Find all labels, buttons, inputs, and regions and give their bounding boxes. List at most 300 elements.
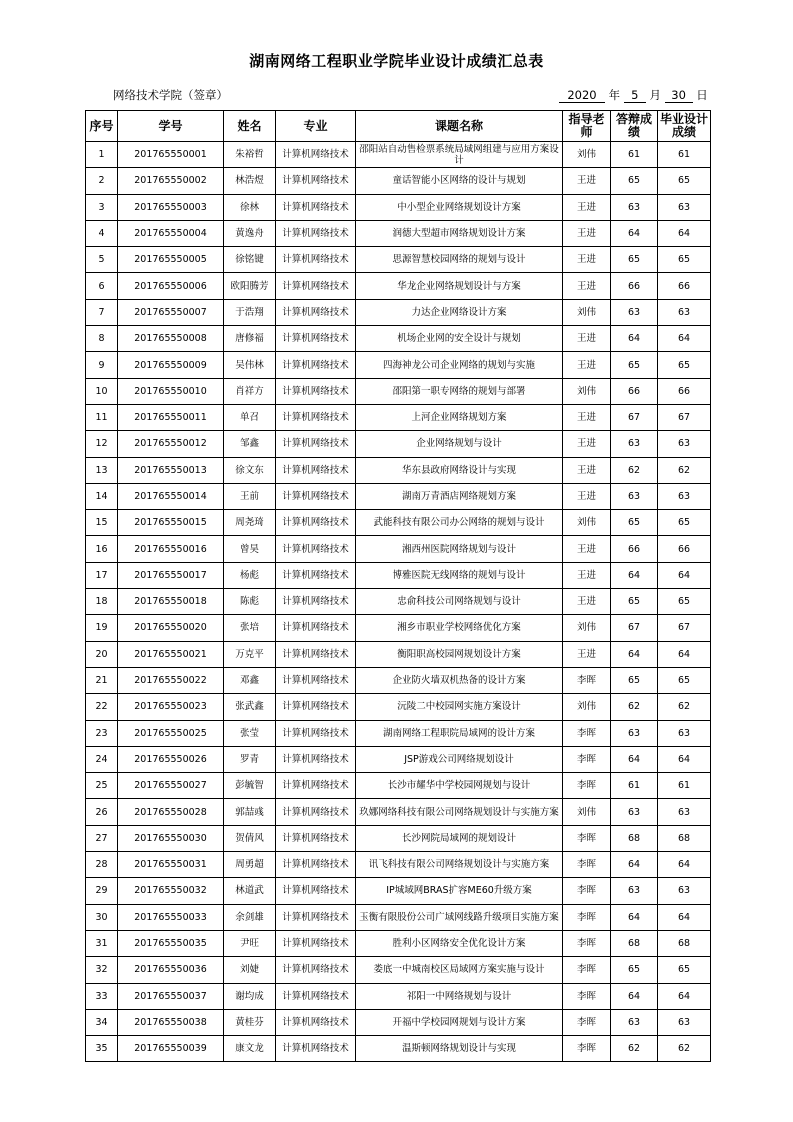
cell-project-title: 湘西州医院网络规划与设计 (356, 536, 563, 562)
table-row (86, 878, 711, 904)
cell-defense-score: 63 (611, 299, 658, 325)
cell-index: 2 (86, 168, 118, 194)
table-row (86, 957, 711, 983)
cell-defense-score: 63 (611, 1009, 658, 1035)
cell-project-title: 祁阳一中网络规划与设计 (356, 983, 563, 1009)
cell-defense-score: 68 (611, 825, 658, 851)
cell-final-score: 64 (658, 852, 711, 878)
cell-index: 27 (86, 825, 118, 851)
cell-advisor: 刘伟 (563, 142, 611, 168)
cell-project-title: 华龙企业网络规划设计与方案 (356, 273, 563, 299)
table-row (86, 825, 711, 851)
header-name: 姓名 (224, 111, 276, 142)
cell-student-id: 201765550009 (118, 352, 224, 378)
cell-project-title: 开福中学校园网规划与设计方案 (356, 1009, 563, 1035)
cell-final-score: 63 (658, 194, 711, 220)
cell-student-id: 201765550011 (118, 404, 224, 430)
cell-advisor: 王进 (563, 589, 611, 615)
cell-final-score: 63 (658, 483, 711, 509)
cell-advisor: 王进 (563, 483, 611, 509)
cell-index: 19 (86, 615, 118, 641)
table-row (86, 773, 711, 799)
cell-name: 徐文东 (224, 457, 276, 483)
cell-project-title: 博雅医院无线网络的规划与设计 (356, 562, 563, 588)
cell-advisor: 李晖 (563, 720, 611, 746)
cell-major: 计算机网络技术 (276, 852, 356, 878)
cell-major: 计算机网络技术 (276, 825, 356, 851)
table-row (86, 720, 711, 746)
cell-name: 曾昊 (224, 536, 276, 562)
cell-advisor: 刘伟 (563, 510, 611, 536)
cell-student-id: 201765550013 (118, 457, 224, 483)
cell-major: 计算机网络技术 (276, 404, 356, 430)
cell-advisor: 王进 (563, 220, 611, 246)
cell-student-id: 201765550035 (118, 930, 224, 956)
cell-index: 7 (86, 299, 118, 325)
cell-project-title: 讯飞科技有限公司网络规划设计与实施方案 (356, 852, 563, 878)
cell-name: 唐修福 (224, 326, 276, 352)
cell-project-title: 童话智能小区网络的设计与规划 (356, 168, 563, 194)
cell-final-score: 64 (658, 220, 711, 246)
cell-final-score: 65 (658, 247, 711, 273)
cell-final-score: 67 (658, 615, 711, 641)
cell-name: 郭喆彧 (224, 799, 276, 825)
header-advisor: 指导老师 (563, 111, 611, 142)
cell-student-id: 201765550026 (118, 746, 224, 772)
cell-final-score: 67 (658, 404, 711, 430)
cell-major: 计算机网络技术 (276, 142, 356, 168)
cell-defense-score: 65 (611, 589, 658, 615)
report-date (559, 87, 708, 103)
cell-student-id: 201765550037 (118, 983, 224, 1009)
cell-advisor: 王进 (563, 404, 611, 430)
table-row (86, 457, 711, 483)
cell-index: 21 (86, 667, 118, 693)
cell-major: 计算机网络技术 (276, 720, 356, 746)
cell-defense-score: 63 (611, 720, 658, 746)
cell-defense-score: 63 (611, 194, 658, 220)
cell-advisor: 李晖 (563, 957, 611, 983)
grades-table (85, 110, 711, 1062)
cell-major: 计算机网络技术 (276, 615, 356, 641)
cell-advisor: 李晖 (563, 852, 611, 878)
cell-major: 计算机网络技术 (276, 483, 356, 509)
cell-project-title: 湘乡市职业学校网络优化方案 (356, 615, 563, 641)
cell-project-title: 中小型企业网络规划设计方案 (356, 194, 563, 220)
table-row (86, 930, 711, 956)
cell-final-score: 64 (658, 641, 711, 667)
cell-major: 计算机网络技术 (276, 773, 356, 799)
table-row (86, 378, 711, 404)
cell-advisor: 刘伟 (563, 694, 611, 720)
table-row (86, 168, 711, 194)
table-row (86, 983, 711, 1009)
cell-major: 计算机网络技术 (276, 326, 356, 352)
cell-major: 计算机网络技术 (276, 957, 356, 983)
cell-final-score: 64 (658, 562, 711, 588)
cell-major: 计算机网络技术 (276, 930, 356, 956)
cell-student-id: 201765550018 (118, 589, 224, 615)
cell-advisor: 李晖 (563, 1036, 611, 1062)
cell-major: 计算机网络技术 (276, 983, 356, 1009)
cell-final-score: 64 (658, 746, 711, 772)
cell-defense-score: 66 (611, 378, 658, 404)
date-day-label: 日 (696, 88, 708, 102)
cell-index: 12 (86, 431, 118, 457)
cell-name: 罗青 (224, 746, 276, 772)
cell-defense-score: 65 (611, 247, 658, 273)
cell-final-score: 68 (658, 825, 711, 851)
table-row (86, 247, 711, 273)
cell-student-id: 201765550031 (118, 852, 224, 878)
cell-index: 5 (86, 247, 118, 273)
cell-student-id: 201765550032 (118, 878, 224, 904)
cell-defense-score: 63 (611, 878, 658, 904)
cell-final-score: 62 (658, 457, 711, 483)
cell-advisor: 刘伟 (563, 615, 611, 641)
cell-defense-score: 64 (611, 326, 658, 352)
header-project-title: 课题名称 (356, 111, 563, 142)
cell-major: 计算机网络技术 (276, 589, 356, 615)
cell-final-score: 62 (658, 1036, 711, 1062)
cell-project-title: 华东县政府网络设计与实现 (356, 457, 563, 483)
cell-name: 邓鑫 (224, 667, 276, 693)
header-major: 专业 (276, 111, 356, 142)
cell-name: 徐铭键 (224, 247, 276, 273)
cell-advisor: 王进 (563, 326, 611, 352)
cell-index: 15 (86, 510, 118, 536)
cell-student-id: 201765550010 (118, 378, 224, 404)
cell-advisor: 王进 (563, 247, 611, 273)
cell-advisor: 李晖 (563, 773, 611, 799)
cell-major: 计算机网络技术 (276, 168, 356, 194)
cell-final-score: 65 (658, 352, 711, 378)
cell-index: 6 (86, 273, 118, 299)
cell-index: 22 (86, 694, 118, 720)
cell-final-score: 62 (658, 694, 711, 720)
cell-defense-score: 68 (611, 930, 658, 956)
cell-major: 计算机网络技术 (276, 1036, 356, 1062)
cell-defense-score: 65 (611, 168, 658, 194)
cell-index: 14 (86, 483, 118, 509)
cell-index: 33 (86, 983, 118, 1009)
cell-student-id: 201765550038 (118, 1009, 224, 1035)
date-year: 2020 (559, 88, 605, 103)
cell-advisor: 李晖 (563, 1009, 611, 1035)
cell-project-title: 思源智慧校园网络的规划与设计 (356, 247, 563, 273)
cell-final-score: 63 (658, 799, 711, 825)
date-year-label: 年 (608, 88, 621, 102)
header-index: 序号 (86, 111, 118, 142)
page-title: 湖南网络工程职业学院毕业设计成绩汇总表 (249, 52, 544, 70)
cell-project-title: 湖南网络工程职院局域网的设计方案 (356, 720, 563, 746)
cell-defense-score: 66 (611, 273, 658, 299)
cell-index: 31 (86, 930, 118, 956)
cell-student-id: 201765550017 (118, 562, 224, 588)
cell-advisor: 李晖 (563, 746, 611, 772)
cell-student-id: 201765550016 (118, 536, 224, 562)
cell-major: 计算机网络技术 (276, 746, 356, 772)
cell-student-id: 201765550020 (118, 615, 224, 641)
cell-index: 34 (86, 1009, 118, 1035)
table-row (86, 273, 711, 299)
cell-name: 杨彪 (224, 562, 276, 588)
cell-name: 张武鑫 (224, 694, 276, 720)
cell-project-title: 温斯顿网络规划设计与实现 (356, 1036, 563, 1062)
cell-defense-score: 67 (611, 404, 658, 430)
table-row (86, 746, 711, 772)
cell-advisor: 刘伟 (563, 799, 611, 825)
cell-major: 计算机网络技术 (276, 378, 356, 404)
table-row (86, 852, 711, 878)
cell-major: 计算机网络技术 (276, 904, 356, 930)
table-row (86, 904, 711, 930)
date-month-label: 月 (649, 88, 661, 102)
cell-project-title: 玖娜网络科技有限公司网络规划设计与实施方案 (356, 799, 563, 825)
cell-student-id: 201765550014 (118, 483, 224, 509)
cell-advisor: 刘伟 (563, 299, 611, 325)
cell-final-score: 68 (658, 930, 711, 956)
cell-student-id: 201765550039 (118, 1036, 224, 1062)
cell-advisor: 李晖 (563, 983, 611, 1009)
table-row (86, 483, 711, 509)
cell-defense-score: 64 (611, 220, 658, 246)
cell-defense-score: 64 (611, 983, 658, 1009)
cell-name: 张莹 (224, 720, 276, 746)
cell-student-id: 201765550005 (118, 247, 224, 273)
cell-major: 计算机网络技术 (276, 641, 356, 667)
cell-name: 于浩翔 (224, 299, 276, 325)
cell-major: 计算机网络技术 (276, 352, 356, 378)
cell-project-title: 武能科技有限公司办公网络的规划与设计 (356, 510, 563, 536)
cell-final-score: 61 (658, 142, 711, 168)
table-body (86, 142, 711, 1062)
cell-final-score: 63 (658, 299, 711, 325)
cell-index: 30 (86, 904, 118, 930)
cell-defense-score: 63 (611, 431, 658, 457)
cell-name: 余剑雄 (224, 904, 276, 930)
cell-defense-score: 63 (611, 483, 658, 509)
table-row (86, 1036, 711, 1062)
cell-major: 计算机网络技术 (276, 562, 356, 588)
table-row (86, 220, 711, 246)
table-row (86, 431, 711, 457)
cell-name: 王前 (224, 483, 276, 509)
cell-project-title: 胜利小区网络安全优化设计方案 (356, 930, 563, 956)
header-defense-score: 答辩成绩 (611, 111, 658, 142)
table-row (86, 299, 711, 325)
cell-index: 25 (86, 773, 118, 799)
cell-name: 康文龙 (224, 1036, 276, 1062)
cell-index: 10 (86, 378, 118, 404)
cell-name: 周尧琦 (224, 510, 276, 536)
cell-student-id: 201765550001 (118, 142, 224, 168)
table-row (86, 326, 711, 352)
cell-final-score: 63 (658, 720, 711, 746)
cell-major: 计算机网络技术 (276, 878, 356, 904)
cell-index: 32 (86, 957, 118, 983)
cell-major: 计算机网络技术 (276, 431, 356, 457)
cell-index: 1 (86, 142, 118, 168)
cell-project-title: 邵阳站自动售检票系统局域网组建与应用方案设计 (356, 142, 563, 168)
cell-major: 计算机网络技术 (276, 667, 356, 693)
cell-name: 黄逸舟 (224, 220, 276, 246)
cell-final-score: 66 (658, 273, 711, 299)
cell-student-id: 201765550003 (118, 194, 224, 220)
cell-major: 计算机网络技术 (276, 799, 356, 825)
cell-defense-score: 62 (611, 457, 658, 483)
cell-final-score: 66 (658, 536, 711, 562)
table-row (86, 404, 711, 430)
cell-name: 朱裕哲 (224, 142, 276, 168)
cell-student-id: 201765550008 (118, 326, 224, 352)
cell-final-score: 64 (658, 326, 711, 352)
cell-defense-score: 65 (611, 510, 658, 536)
table-row (86, 694, 711, 720)
cell-student-id: 201765550006 (118, 273, 224, 299)
cell-project-title: 沅陵二中校园网实施方案设计 (356, 694, 563, 720)
cell-advisor: 李晖 (563, 878, 611, 904)
cell-index: 11 (86, 404, 118, 430)
cell-defense-score: 65 (611, 957, 658, 983)
cell-project-title: 上河企业网络规划方案 (356, 404, 563, 430)
cell-project-title: 娄底一中城南校区局域网方案实施与设计 (356, 957, 563, 983)
cell-name: 周勇超 (224, 852, 276, 878)
cell-student-id: 201765550023 (118, 694, 224, 720)
cell-name: 尹旺 (224, 930, 276, 956)
cell-name: 刘婕 (224, 957, 276, 983)
cell-name: 黄桂芬 (224, 1009, 276, 1035)
table-row (86, 1009, 711, 1035)
cell-student-id: 201765550004 (118, 220, 224, 246)
cell-advisor: 李晖 (563, 667, 611, 693)
cell-advisor: 王进 (563, 641, 611, 667)
cell-final-score: 63 (658, 1009, 711, 1035)
cell-index: 17 (86, 562, 118, 588)
college-signature-label: 网络技术学院（签章） (113, 88, 228, 102)
cell-name: 林道武 (224, 878, 276, 904)
cell-advisor: 王进 (563, 562, 611, 588)
cell-defense-score: 64 (611, 562, 658, 588)
cell-index: 4 (86, 220, 118, 246)
cell-student-id: 201765550002 (118, 168, 224, 194)
cell-final-score: 65 (658, 957, 711, 983)
cell-major: 计算机网络技术 (276, 457, 356, 483)
cell-major: 计算机网络技术 (276, 536, 356, 562)
cell-name: 邹鑫 (224, 431, 276, 457)
cell-index: 20 (86, 641, 118, 667)
cell-index: 8 (86, 326, 118, 352)
cell-project-title: 润德大型超市网络规划设计方案 (356, 220, 563, 246)
cell-index: 23 (86, 720, 118, 746)
cell-defense-score: 64 (611, 904, 658, 930)
cell-project-title: 企业网络规划与设计 (356, 431, 563, 457)
cell-final-score: 65 (658, 168, 711, 194)
cell-final-score: 63 (658, 431, 711, 457)
cell-advisor: 王进 (563, 273, 611, 299)
cell-name: 彭毓智 (224, 773, 276, 799)
cell-final-score: 64 (658, 983, 711, 1009)
cell-index: 13 (86, 457, 118, 483)
cell-project-title: 力达企业网络设计方案 (356, 299, 563, 325)
table-row (86, 536, 711, 562)
cell-project-title: 四海神龙公司企业网络的规划与实施 (356, 352, 563, 378)
cell-project-title: 长沙市耀华中学校园网规划与设计 (356, 773, 563, 799)
cell-project-title: 湖南万青酒店网络规划方案 (356, 483, 563, 509)
cell-advisor: 王进 (563, 352, 611, 378)
table-row (86, 562, 711, 588)
cell-name: 贺倩风 (224, 825, 276, 851)
cell-name: 张培 (224, 615, 276, 641)
table-row (86, 352, 711, 378)
cell-advisor: 王进 (563, 457, 611, 483)
cell-final-score: 61 (658, 773, 711, 799)
cell-advisor: 王进 (563, 536, 611, 562)
cell-student-id: 201765550027 (118, 773, 224, 799)
cell-final-score: 65 (658, 510, 711, 536)
table-row (86, 641, 711, 667)
cell-name: 欧阳腾芳 (224, 273, 276, 299)
cell-major: 计算机网络技术 (276, 194, 356, 220)
cell-advisor: 李晖 (563, 904, 611, 930)
cell-final-score: 66 (658, 378, 711, 404)
cell-index: 28 (86, 852, 118, 878)
cell-index: 18 (86, 589, 118, 615)
cell-defense-score: 64 (611, 852, 658, 878)
table-header-row (86, 111, 711, 142)
cell-project-title: JSP游戏公司网络规划设计 (356, 746, 563, 772)
header-student-id: 学号 (118, 111, 224, 142)
cell-defense-score: 65 (611, 352, 658, 378)
cell-advisor: 李晖 (563, 825, 611, 851)
cell-defense-score: 64 (611, 746, 658, 772)
cell-advisor: 刘伟 (563, 378, 611, 404)
cell-major: 计算机网络技术 (276, 299, 356, 325)
cell-student-id: 201765550025 (118, 720, 224, 746)
cell-project-title: 邵阳第一职专网络的规划与部署 (356, 378, 563, 404)
cell-name: 谢均成 (224, 983, 276, 1009)
cell-project-title: 忠俞科技公司网络规划与设计 (356, 589, 563, 615)
cell-major: 计算机网络技术 (276, 694, 356, 720)
cell-defense-score: 62 (611, 694, 658, 720)
cell-final-score: 64 (658, 904, 711, 930)
cell-major: 计算机网络技术 (276, 273, 356, 299)
table-row (86, 142, 711, 168)
table-row (86, 799, 711, 825)
cell-index: 16 (86, 536, 118, 562)
cell-major: 计算机网络技术 (276, 247, 356, 273)
table-row (86, 615, 711, 641)
date-day: 30 (665, 88, 693, 103)
cell-project-title: 机场企业网的安全设计与规划 (356, 326, 563, 352)
cell-defense-score: 64 (611, 641, 658, 667)
cell-project-title: 长沙网院局域网的规划设计 (356, 825, 563, 851)
cell-advisor: 王进 (563, 194, 611, 220)
cell-major: 计算机网络技术 (276, 1009, 356, 1035)
cell-final-score: 65 (658, 589, 711, 615)
cell-defense-score: 62 (611, 1036, 658, 1062)
cell-student-id: 201765550030 (118, 825, 224, 851)
cell-defense-score: 61 (611, 142, 658, 168)
cell-name: 徐林 (224, 194, 276, 220)
cell-index: 29 (86, 878, 118, 904)
cell-major: 计算机网络技术 (276, 510, 356, 536)
cell-student-id: 201765550028 (118, 799, 224, 825)
cell-student-id: 201765550015 (118, 510, 224, 536)
cell-project-title: 衡阳职高校园网规划设计方案 (356, 641, 563, 667)
cell-student-id: 201765550012 (118, 431, 224, 457)
cell-index: 26 (86, 799, 118, 825)
